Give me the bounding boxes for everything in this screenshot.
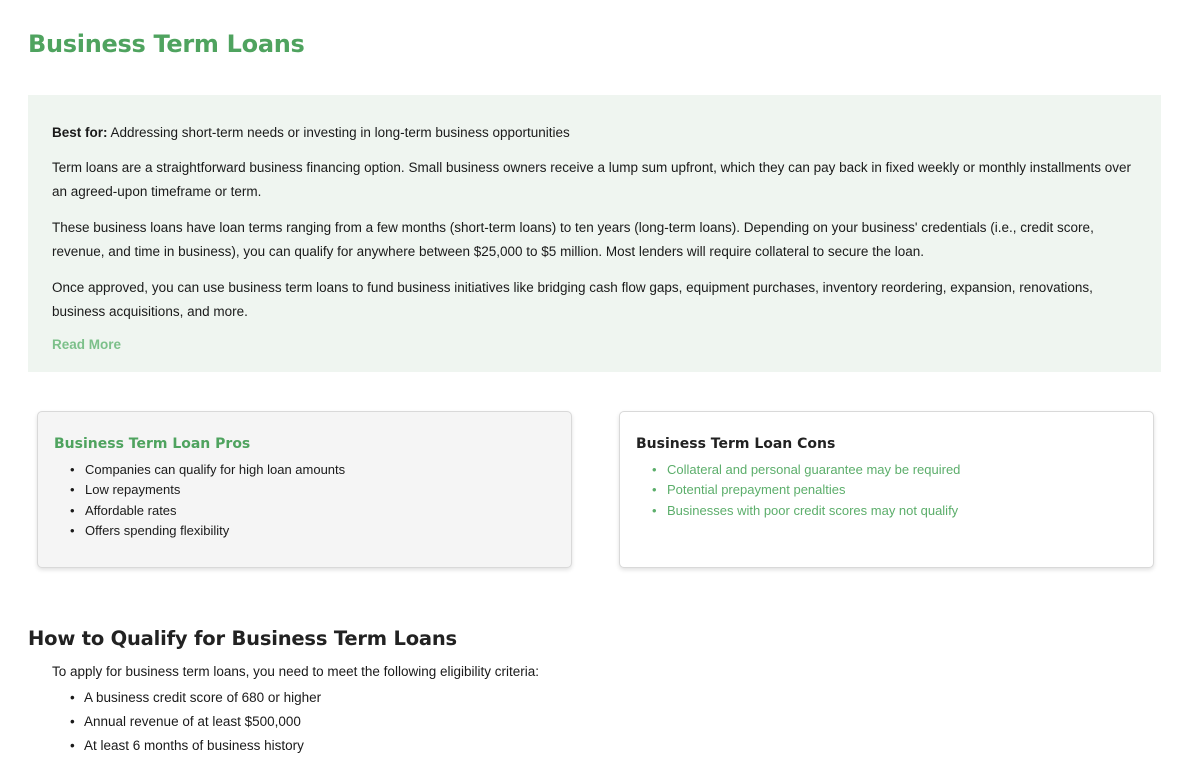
list-item: • Offers spending flexibility — [70, 521, 555, 541]
list-item: • Businesses with poor credit scores may not qualify — [652, 501, 1137, 521]
best-for-line — [52, 121, 1137, 145]
pros-heading: Business Term Loan Pros — [54, 436, 251, 452]
list-item: • At least 6 months of business history — [70, 734, 321, 758]
cons-heading: Business Term Loan Cons — [636, 436, 836, 452]
cons-list — [636, 460, 1137, 521]
list-item: • Collateral and personal guarantee may be required — [652, 460, 1137, 480]
info-paragraph: Once approved, you can use business term loans to fund business initiatives like bridging cash flow gaps, equipment purchases, inventory reordering, expansion, renovations, business acquisitions, and more. — [52, 280, 1093, 319]
cons-card — [619, 411, 1154, 568]
info-paragraph: Term loans are a straightforward business financing option. Small business owners receive a lump sum upfront, which they can pay back in fixed weekly or monthly installments over an agreed-upon timeframe or term. — [52, 160, 1132, 199]
list-item: • A business credit score of 680 or higher — [70, 686, 321, 710]
page-title: Business Term Loans — [28, 30, 305, 58]
list-item: • Affordable rates — [70, 501, 555, 521]
pros-list — [54, 460, 555, 541]
info-paragraph: These business loans have loan terms ranging from a few months (short-term loans) to ten years (long-term loans). Depending on your business' credentials (i.e., credit score, revenue, and time in business), you can qualify for anywhere between $25,000 to $5 million. Most lenders will require collateral to secure the loan. — [52, 220, 1094, 259]
read-more-link[interactable]: Read More — [52, 337, 122, 352]
info-box — [28, 95, 1161, 372]
qualify-heading: How to Qualify for Business Term Loans — [28, 627, 457, 650]
list-item: • Potential prepayment penalties — [652, 480, 1137, 500]
best-for-label: Best for: — [52, 125, 108, 140]
qualify-list — [70, 686, 321, 758]
qualify-intro: To apply for business term loans, you need to meet the following eligibility criteria: — [52, 664, 539, 679]
list-item: • Companies can qualify for high loan amounts — [70, 460, 555, 480]
list-item: • Annual revenue of at least $500,000 — [70, 710, 321, 734]
pros-card — [37, 411, 572, 568]
best-for-text: Addressing short-term needs or investing in long-term business opportunities — [107, 125, 570, 140]
list-item: • Low repayments — [70, 480, 555, 500]
